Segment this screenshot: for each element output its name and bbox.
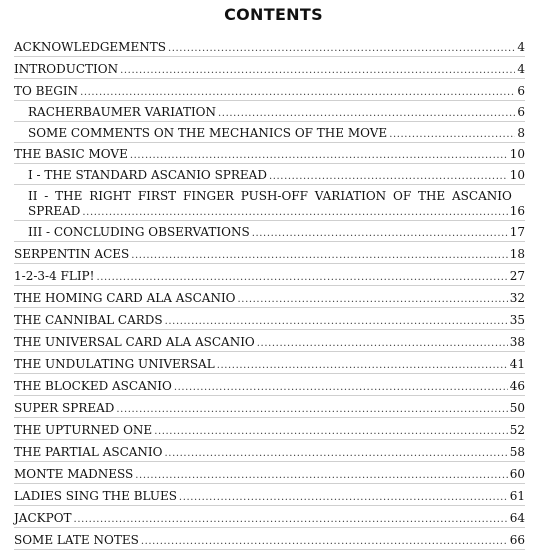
toc-entry-blocked-ascanio[interactable] bbox=[14, 379, 525, 396]
toc-entry-page: 60 bbox=[509, 467, 525, 481]
toc-entry-label-line2: SPREAD bbox=[28, 204, 81, 218]
dot-leader bbox=[82, 205, 507, 220]
toc-entry-page: 27 bbox=[509, 269, 525, 283]
toc-entry-to-begin[interactable] bbox=[14, 84, 525, 101]
toc-entry-flip[interactable] bbox=[14, 269, 525, 286]
toc-entry-super-spread[interactable] bbox=[14, 401, 525, 418]
toc-entry-page: 8 bbox=[517, 126, 525, 140]
toc-entry-label: THE HOMING CARD ALA ASCANIO bbox=[14, 291, 236, 305]
toc-entry-page: 41 bbox=[509, 357, 525, 371]
toc-entry-label: I - THE STANDARD ASCANIO SPREAD bbox=[28, 168, 267, 182]
toc-entry-page: 64 bbox=[509, 511, 525, 525]
dot-leader bbox=[154, 424, 508, 439]
dot-leader bbox=[80, 85, 515, 100]
dot-leader bbox=[389, 127, 515, 142]
toc-entry-label: SERPENTIN ACES bbox=[14, 247, 130, 261]
dot-leader bbox=[168, 41, 515, 56]
dot-leader bbox=[74, 512, 508, 527]
dot-leader bbox=[269, 169, 508, 184]
toc-entry-mechanics-comments[interactable] bbox=[14, 126, 525, 143]
toc-entry-acknowledgements[interactable] bbox=[14, 40, 525, 57]
dot-leader bbox=[257, 336, 508, 351]
toc-entry-page: 66 bbox=[509, 533, 525, 547]
toc-entry-basic-move[interactable] bbox=[14, 147, 525, 164]
toc-entry-racherbaumer-variation[interactable] bbox=[14, 105, 525, 122]
dot-leader bbox=[217, 358, 508, 373]
dot-leader bbox=[174, 380, 508, 395]
dot-leader bbox=[135, 468, 507, 483]
toc-entry-introduction[interactable] bbox=[14, 62, 525, 79]
toc-entry-label: LADIES SING THE BLUES bbox=[14, 489, 177, 503]
toc-entry-jackpot[interactable] bbox=[14, 511, 525, 528]
toc-entry-label: TO BEGIN bbox=[14, 84, 79, 98]
toc-entry-label: III - CONCLUDING OBSERVATIONS bbox=[28, 225, 250, 239]
dot-leader bbox=[120, 63, 515, 78]
toc-entry-label: THE UPTURNED ONE bbox=[14, 423, 153, 437]
toc-entry-page: 52 bbox=[509, 423, 525, 437]
toc-entry-page: 18 bbox=[509, 247, 525, 261]
toc-entry-label-line1: II - THE RIGHT FIRST FINGER PUSH-OFF VARIATION OF THE ASCANIO bbox=[28, 189, 512, 203]
dot-leader bbox=[252, 226, 508, 241]
dot-leader bbox=[179, 490, 508, 505]
toc-entry-page: 6 bbox=[517, 105, 525, 119]
dot-leader bbox=[131, 248, 507, 263]
toc-entry-page: 58 bbox=[509, 445, 525, 459]
dot-leader bbox=[218, 106, 515, 121]
toc-entry-serpentin-aces[interactable] bbox=[14, 247, 525, 264]
toc-entry-label: THE UNDULATING UNIVERSAL bbox=[14, 357, 215, 371]
dot-leader bbox=[141, 534, 508, 549]
toc-entry-homing-card[interactable] bbox=[14, 291, 525, 308]
toc-entry-upturned-one[interactable] bbox=[14, 423, 525, 440]
toc-entry-cannibal-cards[interactable] bbox=[14, 313, 525, 330]
page-title: CONTENTS bbox=[224, 5, 323, 24]
toc-entry-universal-card[interactable] bbox=[14, 335, 525, 352]
toc-entry-page: 50 bbox=[509, 401, 525, 415]
toc-entry-page: 61 bbox=[509, 489, 525, 503]
dot-leader bbox=[165, 314, 508, 329]
toc-entry-partial-ascanio[interactable] bbox=[14, 445, 525, 462]
toc-entry-label: THE UNIVERSAL CARD ALA ASCANIO bbox=[14, 335, 255, 349]
toc-entry-page: 38 bbox=[509, 335, 525, 349]
dot-leader bbox=[96, 270, 507, 285]
dot-leader bbox=[130, 148, 508, 163]
toc-entry-label: RACHERBAUMER VARIATION bbox=[28, 105, 217, 119]
toc-entry-page: 10 bbox=[509, 147, 525, 161]
toc-entry-page: 35 bbox=[509, 313, 525, 327]
toc-entry-label: THE BLOCKED ASCANIO bbox=[14, 379, 172, 393]
toc-entry-push-off-variation[interactable] bbox=[14, 189, 525, 221]
toc-entry-page: 17 bbox=[509, 225, 525, 239]
toc-entry-standard-ascanio-spread[interactable] bbox=[14, 168, 525, 185]
toc-entry-ladies-sing-the-blues[interactable] bbox=[14, 489, 525, 506]
toc-entry-label: MONTE MADNESS bbox=[14, 467, 134, 481]
toc-entry-label: SOME LATE NOTES bbox=[14, 533, 139, 547]
toc-entry-label: JACKPOT bbox=[14, 511, 72, 525]
toc-entry-some-late-notes[interactable] bbox=[14, 533, 525, 550]
toc-entry-page: 46 bbox=[509, 379, 525, 393]
toc-entry-undulating-universal[interactable] bbox=[14, 357, 525, 374]
toc-entry-label: 1-2-3-4 FLIP! bbox=[14, 269, 95, 283]
toc-entry-label: THE PARTIAL ASCANIO bbox=[14, 445, 163, 459]
dot-leader bbox=[116, 402, 507, 417]
toc-entry-page: 6 bbox=[517, 84, 525, 98]
toc-entry-page: 10 bbox=[509, 168, 525, 182]
toc-entry-monte-madness[interactable] bbox=[14, 467, 525, 484]
toc-entry-label: SUPER SPREAD bbox=[14, 401, 115, 415]
toc-entry-page: 4 bbox=[517, 40, 525, 54]
table-of-contents bbox=[14, 40, 525, 550]
toc-entry-label: THE BASIC MOVE bbox=[14, 147, 128, 161]
toc-entry-label: ACKNOWLEDGEMENTS bbox=[14, 40, 166, 54]
toc-entry-page: 16 bbox=[509, 204, 525, 218]
dot-leader bbox=[165, 446, 508, 461]
toc-entry-label: INTRODUCTION bbox=[14, 62, 119, 76]
toc-entry-page: 32 bbox=[509, 291, 525, 305]
toc-entry-concluding-observations[interactable] bbox=[14, 225, 525, 242]
toc-entry-label: SOME COMMENTS ON THE MECHANICS OF THE MOVE bbox=[28, 126, 388, 140]
dot-leader bbox=[238, 292, 508, 307]
toc-entry-page: 4 bbox=[517, 62, 525, 76]
toc-entry-label: THE CANNIBAL CARDS bbox=[14, 313, 163, 327]
